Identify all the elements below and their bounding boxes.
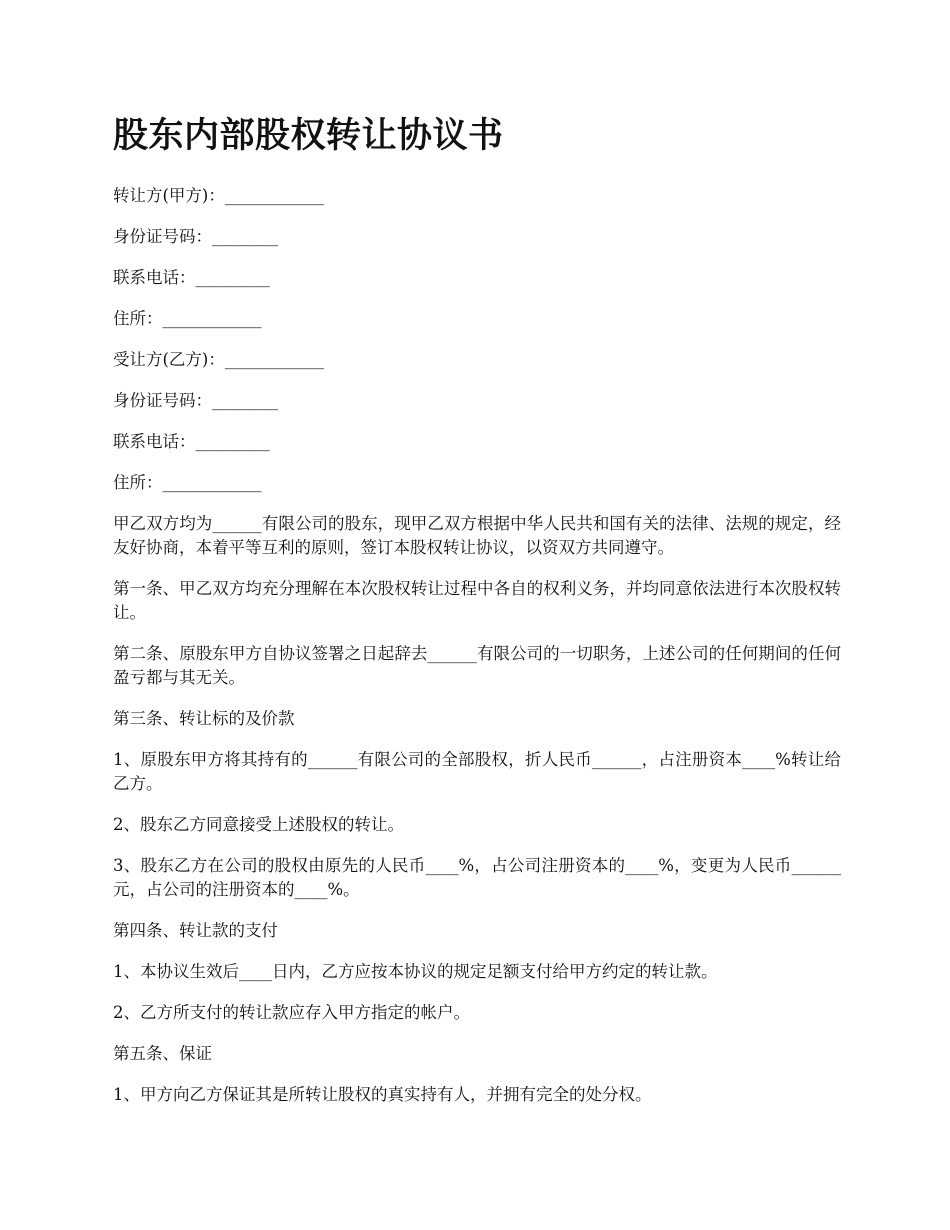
document-title: 股东内部股权转让协议书 (113, 115, 504, 156)
transferee-phone-field: 联系电话：_________ (113, 432, 270, 451)
transferor-name-field: 转让方(甲方)：____________ (113, 186, 324, 205)
article-3-clause-1: 1、原股东甲方将其持有的______有限公司的全部股权，折人民币______，占注册资本____%转让给乙方。 (113, 750, 841, 793)
transferor-id-field: 身份证号码：________ (113, 227, 278, 246)
transferor-address-field: 住所：____________ (113, 309, 262, 328)
document-page (113, 108, 841, 1124)
article-3-heading: 第三条、转让标的及价款 (113, 709, 295, 728)
article-5-clause-1: 1、甲方向乙方保证其是所转让股权的真实持有人，并拥有完全的处分权。 (113, 1085, 652, 1104)
article-4-heading: 第四条、转让款的支付 (113, 921, 278, 940)
article-3-clause-3: 3、股东乙方在公司的股权由原先的人民币____%，占公司注册资本的____%，变更为人民币______元，占公司的注册资本的____%。 (113, 856, 841, 899)
article-5-heading: 第五条、保证 (113, 1044, 212, 1063)
article-3-clause-2: 2、股东乙方同意接受上述股权的转让。 (113, 815, 404, 834)
article-2-paragraph: 第二条、原股东甲方自协议签署之日起辞去______有限公司的一切职务，上述公司的任何期间的任何盈亏都与其无关。 (113, 644, 841, 687)
article-1-paragraph: 第一条、甲乙双方均充分理解在本次股权转让过程中各自的权利义务，并均同意依法进行本次股权转让。 (113, 579, 841, 622)
transferor-phone-field: 联系电话：_________ (113, 268, 270, 287)
article-4-clause-1: 1、本协议生效后____日内，乙方应按本协议的规定足额支付给甲方约定的转让款。 (113, 962, 718, 981)
article-4-clause-2: 2、乙方所支付的转让款应存入甲方指定的帐户。 (113, 1003, 470, 1022)
preamble-paragraph: 甲乙双方均为______有限公司的股东，现甲乙双方根据中华人民共和国有关的法律、法规的规定，经友好协商，本着平等互利的原则，签订本股权转让协议，以资双方共同遵守。 (113, 514, 841, 557)
transferee-name-field: 受让方(乙方)：____________ (113, 350, 324, 369)
transferee-address-field: 住所：____________ (113, 473, 262, 492)
transferee-id-field: 身份证号码：________ (113, 391, 278, 410)
